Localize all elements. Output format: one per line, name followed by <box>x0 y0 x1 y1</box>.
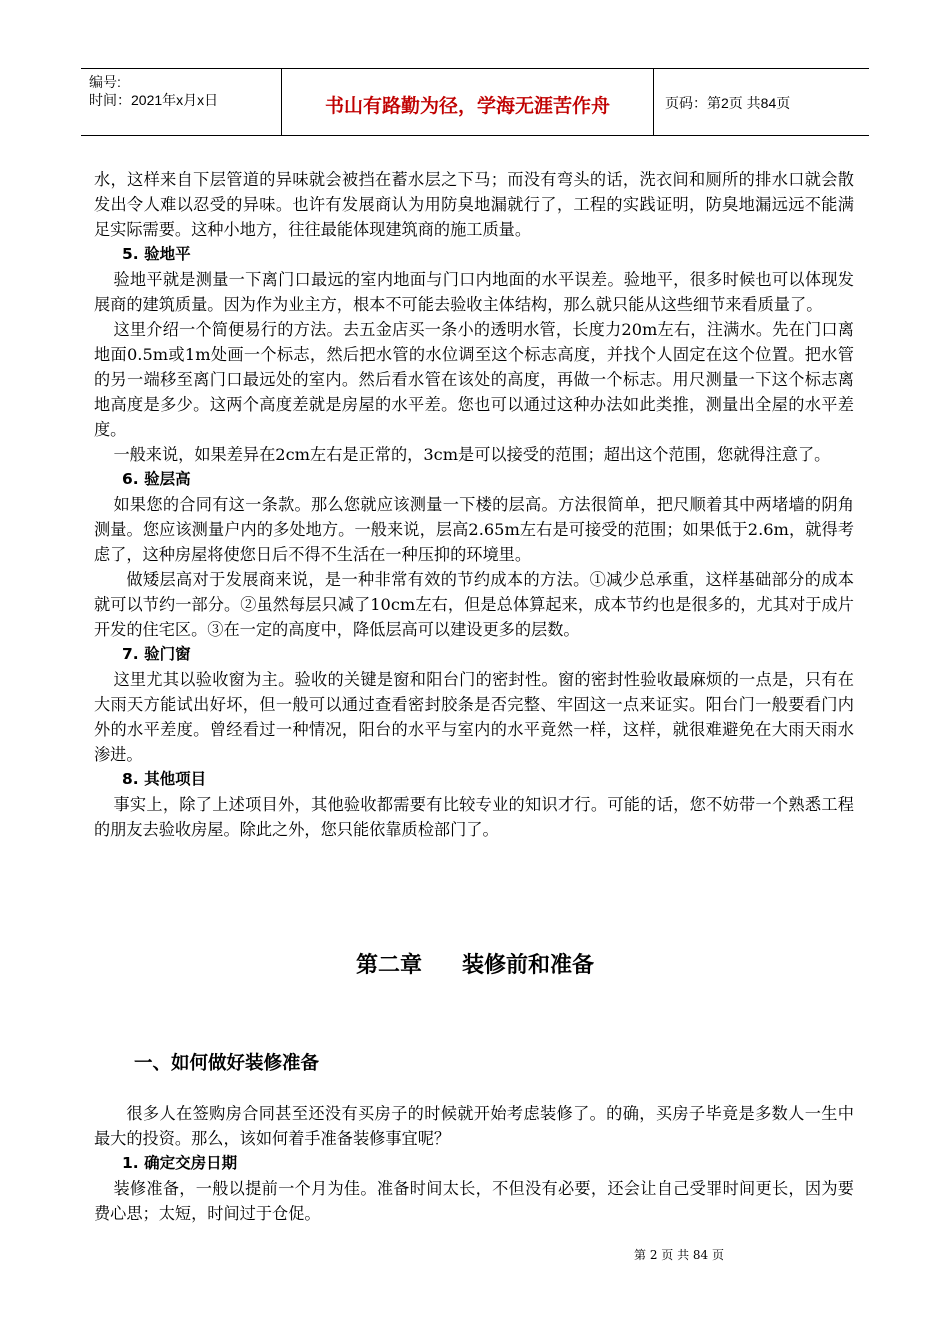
paragraph: 一般来说，如果差异在2cm左右是正常的，3cm是可以接受的范围；超出这个范围，您就得注意了。 <box>113 445 831 464</box>
doc-number-label: 编号: <box>89 74 121 90</box>
page-header <box>81 68 869 136</box>
chapter-number: 第二章 <box>355 953 422 978</box>
chapter-title <box>0 950 950 982</box>
header-info-cell <box>81 69 282 135</box>
paragraph: 水，这样来自下层管道的异味就会被挡在蓄水层之下马；而没有弯头的话，洗衣间和厕所的排水口就会散发出令人难以忍受的异味。也许有发展商认为用防臭地漏就行了，工程的实践证明，防臭地漏远远不能满足实际需要。这种小地方，往往最能体现建筑商的施工质量。 <box>94 170 854 239</box>
section-heading-7: 7. 验门窗 <box>122 645 191 663</box>
paragraph: 很多人在签购房合同甚至还没有买房子的时候就开始考虑装修了。的确，买房子毕竟是多数人一生中最大的投资。那么，该如何着手准备装修事宜呢？ <box>94 1104 854 1148</box>
page-footer: 第 2 页 共 84 页 <box>634 1248 724 1262</box>
section-heading-5: 5. 验地平 <box>122 245 191 263</box>
paragraph: 做矮层高对于发展商来说，是一种非常有效的节约成本的方法。①减少总承重，这样基础部分的成本就可以节约一部分。②虽然每层只减了10cm左右，但是总体算起来，成本节约也是很多的，尤其对于成片开发的住宅区。③在一定的高度中，降低层高可以建设更多的层数。 <box>94 570 854 639</box>
paragraph: 如果您的合同有这一条款。那么您就应该测量一下楼的层高。方法很简单，把尺顺着其中两堵墙的阴角测量。您应该测量户内的多处地方。一般来说，层高2.65m左右是可接受的范围；如果低于2.6m，就得考虑了，这种房屋将使您日后不得不生活在一种压抑的环境里。 <box>94 495 854 564</box>
paragraph: 装修准备，一般以提前一个月为佳。准备时间太长，不但没有必要，还会让自己受罪时间更长，因为要费心思；太短，时间过于仓促。 <box>94 1179 854 1223</box>
section-heading-8: 8. 其他项目 <box>122 770 207 788</box>
document-body <box>94 167 854 842</box>
chapter-name: 装修前和准备 <box>462 953 595 978</box>
section-heading-1: 1. 确定交房日期 <box>122 1154 238 1172</box>
paragraph: 验地平就是测量一下离门口最远的室内地面与门口内地面的水平误差。验地平，很多时候也可以体现发展商的建筑质量。因为作为业主方，根本不可能去验收主体结构，那么就只能从这些细节来看质量了。 <box>94 270 854 314</box>
paragraph: 这里介绍一个简便易行的方法。去五金店买一条小的透明水管，长度力20m左右，注满水。先在门口离地面0.5m或1m处画一个标志，然后把水管的水位调至这个标志高度，并找个人固定在这个位置。把水管的另一端移至离门口最远处的室内。然后看水管在该处的高度，再做一个标志。用尺测量一下这个标志离地高度是多少。这两个高度差就是房屋的水平差。您也可以通过这种办法如此类推，测量出全屋的水平差度。 <box>94 320 854 439</box>
header-motto: 书山有路勤为径，学海无涯苦作舟 <box>282 69 654 135</box>
header-page-label: 页码：第2页 共84页 <box>665 95 791 111</box>
section-title: 一、如何做好装修准备 <box>134 1053 320 1074</box>
paragraph: 事实上，除了上述项目外，其他验收都需要有比较专业的知识才行。可能的话，您不妨带一个熟悉工程的朋友去验收房屋。除此之外，您只能依靠质检部门了。 <box>94 795 854 839</box>
doc-time-label: 时间：2021年x月x日 <box>89 92 219 108</box>
paragraph: 这里尤其以验收窗为主。验收的关键是窗和阳台门的密封性。窗的密封性验收最麻烦的一点是，只有在大雨天方能试出好坏，但一般可以通过查看密封胶条是否完整、牢固这一点来证实。阳台门一般要看门内外的水平差度。曾经看过一种情况，阳台的水平与室内的水平竟然一样，这样，就很难避免在大雨天雨水渗进。 <box>94 670 854 764</box>
document-body-2 <box>94 1101 854 1226</box>
section-heading-6: 6. 验层高 <box>122 470 191 488</box>
